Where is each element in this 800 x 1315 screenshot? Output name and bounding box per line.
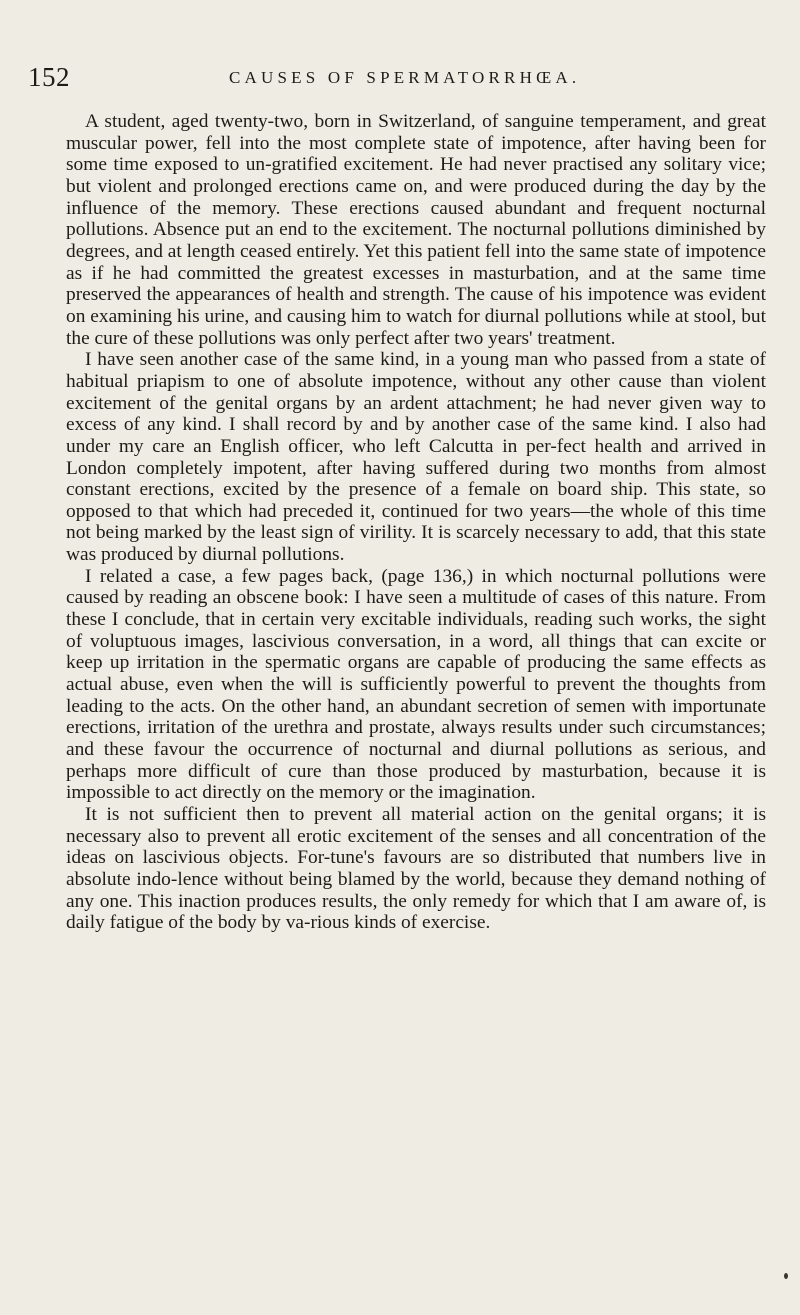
paragraph-obscene-reading: I related a case, a few pages back, (page 136,) in which nocturnal pollutions were caused by reading an obscene book: I have seen a multitude of cases of this nature. From these I conclude, that in certain very excitable individuals, reading such works, the sight of voluptuous images, lascivious conversation, in a word, all things that can excite or keep up irritation in the spermatic organs are capable of producing the same effects as actual abuse, even when the will is sufficiently powerful to prevent the thoughts from leading to the acts. On the other hand, an abundant secretion of semen with importunate erections, irritation of the urethra and prostate, always results under such circumstances; and these favour the occurrence of nocturnal and diurnal pollutions as serious, and perhaps more difficult of cure than those produced by masturbation, because it is impossible to act directly on the memory or the imagination. <box>66 565 766 804</box>
paragraph-prevention: It is not sufficient then to prevent all material action on the genital organs; it is necessary also to prevent all erotic excitement of the senses and all concentration of the ideas on lascivious objects. For-tune's favours are so distributed that numbers live in absolute indo-lence without being blamed by the world, because they demand nothing of any one. This inaction produces results, the only remedy for which that I am aware of, is daily fatigue of the body by va-rious kinds of exercise. <box>66 804 766 934</box>
paragraph-swiss-student-case: A student, aged twenty-two, born in Switzerland, of sanguine temperament, and great muscular power, fell into the most complete state of impotence, after having been for some time exposed to un-gratified excitement. He had never practised any solitary vice; but violent and prolonged erections came on, and were produced during the day by the influence of the memory. These erections caused abundant and frequent nocturnal pollutions. Absence put an end to the excitement. The nocturnal pollutions diminished by degrees, and at length ceased entirely. Yet this patient fell into the same state of impotence as if he had committed the greatest excesses in masturbation, and at the same time preserved the appearances of health and strength. The cause of his impotence was evident on examining his urine, and causing him to watch for diurnal pollutions while at stool, but the cure of these pollutions was only perfect after two years' treatment. <box>66 111 766 349</box>
running-title: CAUSES OF SPERMATORRHŒA. <box>229 68 581 87</box>
ink-speck <box>784 1273 788 1279</box>
page-number: 152 <box>28 62 70 92</box>
paragraph-similar-cases: I have seen another case of the same kind, in a young man who passed from a state of habitual priapism to one of absolute impotence, without any other cause than violent excitement of the genital organs by an ardent attachment; he had never given way to excess of any kind. I shall record by and by another case of the same kind. I also had under my care an English officer, who left Calcutta in per-fect health and arrived in London completely impotent, after having suffered during two months from almost constant erections, excited by the presence of a female on board ship. This state, so opposed to that which had preceded it, continued for two years—the whole of this time not being marked by the least sign of virility. It is scarcely necessary to add, that this state was produced by diurnal pollutions. <box>66 349 766 566</box>
running-head <box>28 62 788 92</box>
body-text <box>66 111 766 934</box>
